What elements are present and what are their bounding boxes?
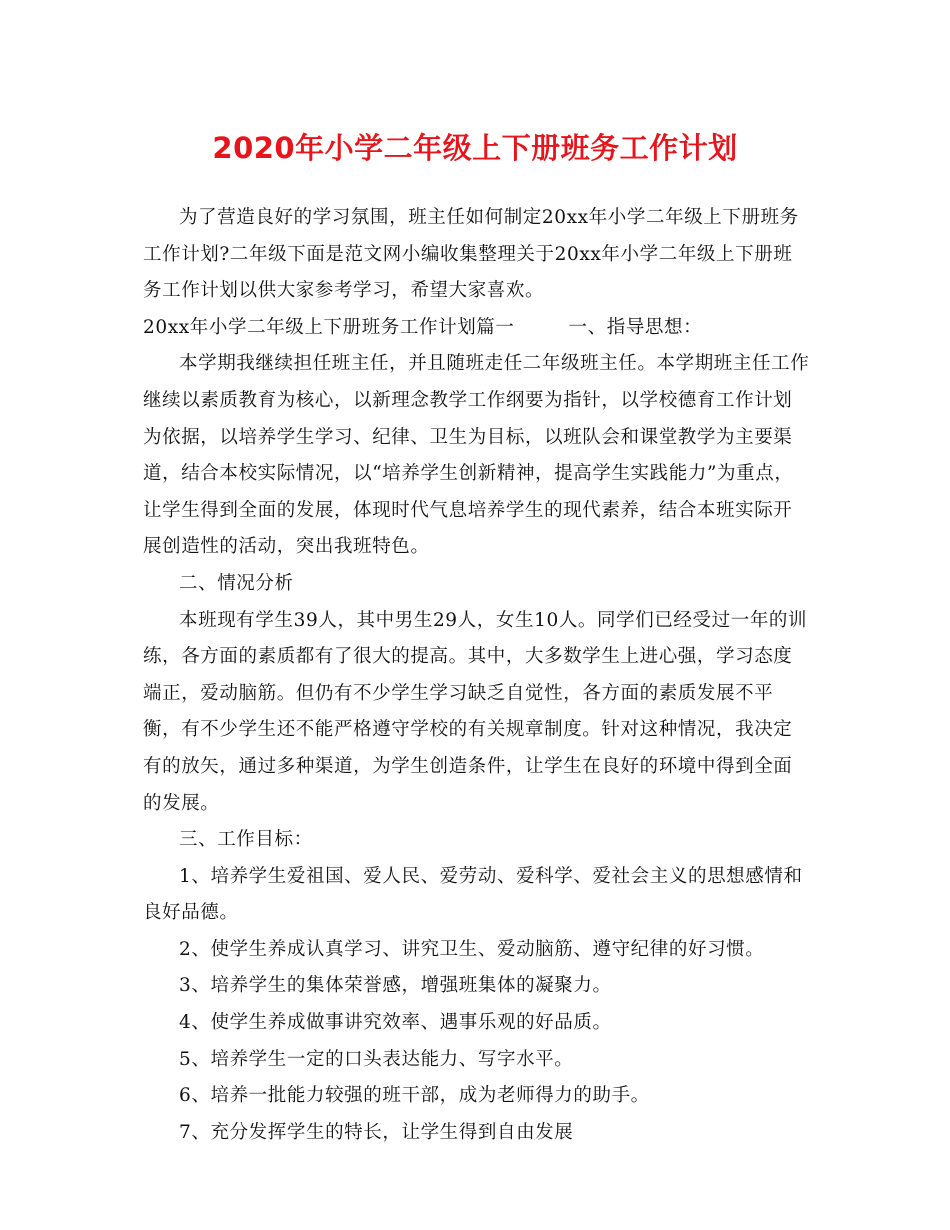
intro-paragraph: 为了营造良好的学习氛围，班主任如何制定20xx年小学二年级上下册班务工作计划?二年级下面是范文网小编收集整理关于20xx年小学二年级上下册班务工作计划以供大家参考学习，希望大家喜欢。	[143, 207, 799, 302]
goal-item: 2、使学生养成认真学习、讲究卫生、爱动脑筋、遵守纪律的好习惯。	[179, 938, 765, 960]
heading-guiding-ideology: 一、指导思想：	[568, 316, 703, 338]
document-body	[143, 200, 811, 1151]
heading-work-goals: 三、工作目标：	[179, 829, 313, 851]
goal-item: 7、充分发挥学生的特长，让学生得到自由发展	[179, 1121, 574, 1143]
subtitle-line	[143, 310, 811, 347]
heading-situation-analysis: 二、情况分析	[179, 572, 294, 594]
guiding-ideology-paragraph: 本学期我继续担任班主任，并且随班走任二年级班主任。本学期班主任工作继续以素质教育为核心，以新理念教学工作纲要为指针，以学校德育工作计划为依据，以培养学生学习、纪律、卫生为目标，以班队会和课堂教学为主要渠道，结合本校实际情况，以“培养学生创新精神，提高学生实践能力”为重点，让学生得到全面的发展，体现时代气息培养学生的现代素养，结合本班实际开展创造性的活动，突出我班特色。	[143, 353, 810, 558]
section-subtitle: 20xx年小学二年级上下册班务工作计划篇一	[143, 316, 515, 338]
goal-item: 1、培养学生爱祖国、爱人民、爱劳动、爱科学、爱社会主义的思想感情和良好品德。	[143, 865, 803, 924]
document-title: 2020年小学二年级上下册班务工作计划	[212, 131, 738, 165]
goal-item: 5、培养学生一定的口头表达能力、写字水平。	[179, 1048, 574, 1070]
goal-item: 3、培养学生的集体荣誉感，增强班集体的凝聚力。	[179, 975, 612, 997]
goal-item: 4、使学生养成做事讲究效率、遇事乐观的好品质。	[179, 1012, 612, 1034]
situation-analysis-paragraph: 本班现有学生39人，其中男生29人，女生10人。同学们已经受过一年的训练，各方面的素质都有了很大的提高。其中，大多数学生上进心强，学习态度端正，爱动脑筋。但仍有不少学生学习缺乏自觉性，各方面的素质发展不平衡，有不少学生还不能严格遵守学校的有关规章制度。针对这种情况，我决定有的放矢，通过多种渠道，为学生创造条件，让学生在良好的环境中得到全面的发展。	[143, 609, 808, 814]
goal-item: 6、培养一批能力较强的班干部，成为老师得力的助手。	[179, 1085, 650, 1107]
